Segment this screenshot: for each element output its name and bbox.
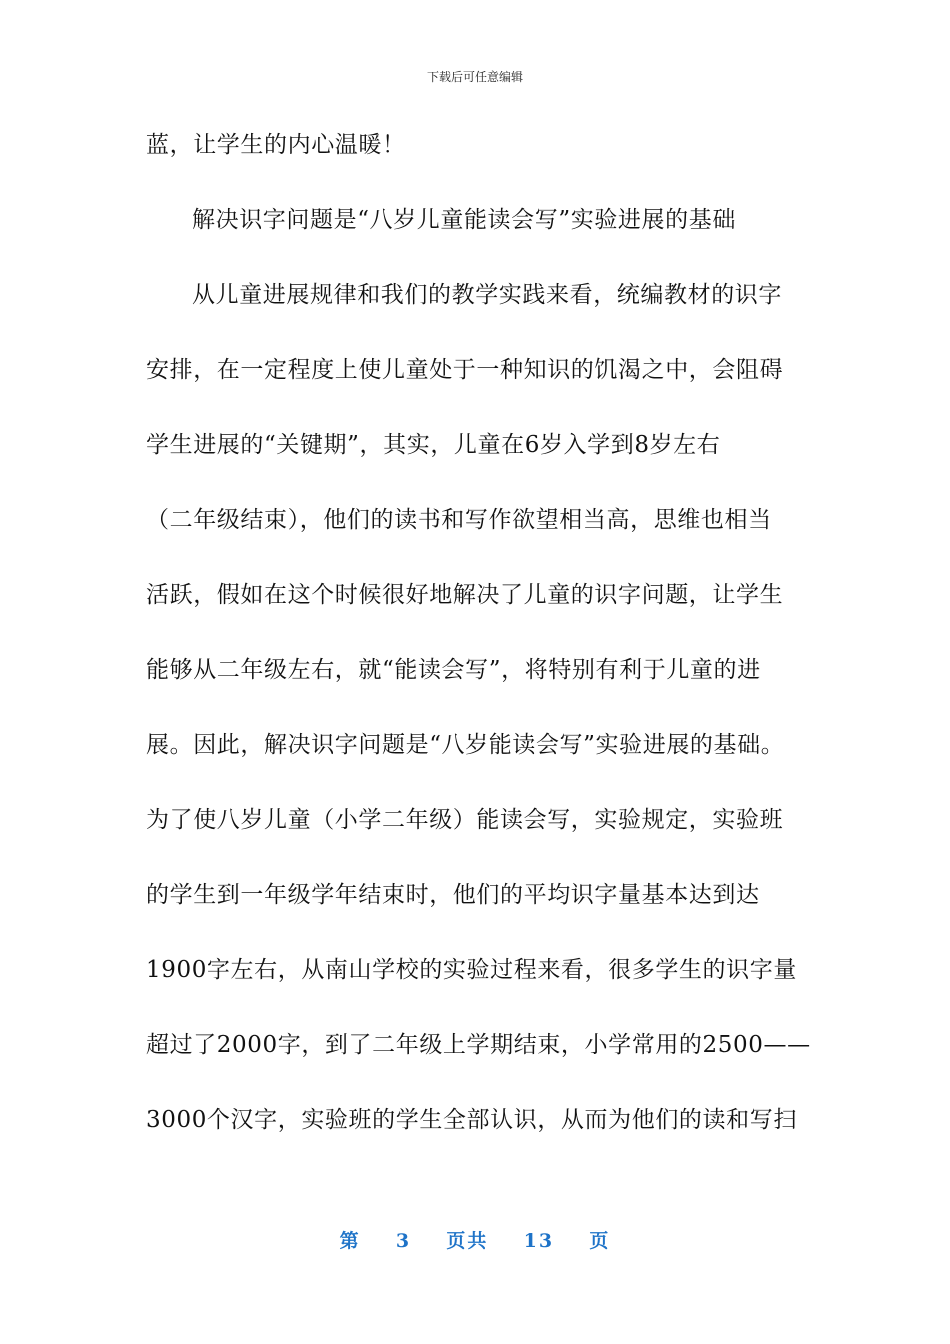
body-line: 学生进展的“关键期”，其实，儿童在6岁入学到8岁左右 [146, 432, 721, 458]
total-pages-number: 13 [523, 1230, 555, 1252]
body-line: 活跃，假如在这个时候很好地解决了儿童的识字问题，让学生 [146, 582, 784, 608]
body-line: 为了使八岁儿童（小学二年级）能读会写，实验规定，实验班 [146, 807, 784, 833]
footer-suffix: 页 [589, 1230, 611, 1252]
body-line: 3000个汉字，实验班的学生全部认识，从而为他们的读和写扫 [146, 1107, 797, 1133]
body-line: 从儿童进展规律和我们的教学实践来看，统编教材的识字 [192, 282, 782, 308]
page-header: 下载后可任意编辑 [426, 70, 523, 84]
body-line: 超过了2000字，到了二年级上学期结束，小学常用的2500—— [146, 1032, 811, 1058]
body-line: 的学生到一年级学年结束时，他们的平均识字量基本达到达 [146, 882, 760, 908]
body-line: 能够从二年级左右，就“能读会写”，将特别有利于儿童的进 [146, 657, 761, 683]
body-line: 展。因此，解决识字问题是“八岁能读会写”实验进展的基础。 [146, 732, 785, 758]
body-line: 安排，在一定程度上使儿童处于一种知识的饥渴之中，会阻碍 [146, 357, 784, 383]
page-footer [0, 1226, 950, 1253]
body-line: 1900字左右，从南山学校的实验过程来看，很多学生的识字量 [146, 957, 797, 983]
section-heading: 解决识字问题是“八岁儿童能读会写”实验进展的基础 [192, 207, 736, 233]
footer-prefix: 第 [339, 1230, 361, 1252]
current-page-number: 3 [395, 1230, 412, 1252]
body-line: 蓝，让学生的内心温暖！ [146, 132, 406, 158]
footer-middle: 页共 [446, 1230, 489, 1252]
body-line: （二年级结束），他们的读书和写作欲望相当高，思维也相当 [146, 507, 772, 533]
